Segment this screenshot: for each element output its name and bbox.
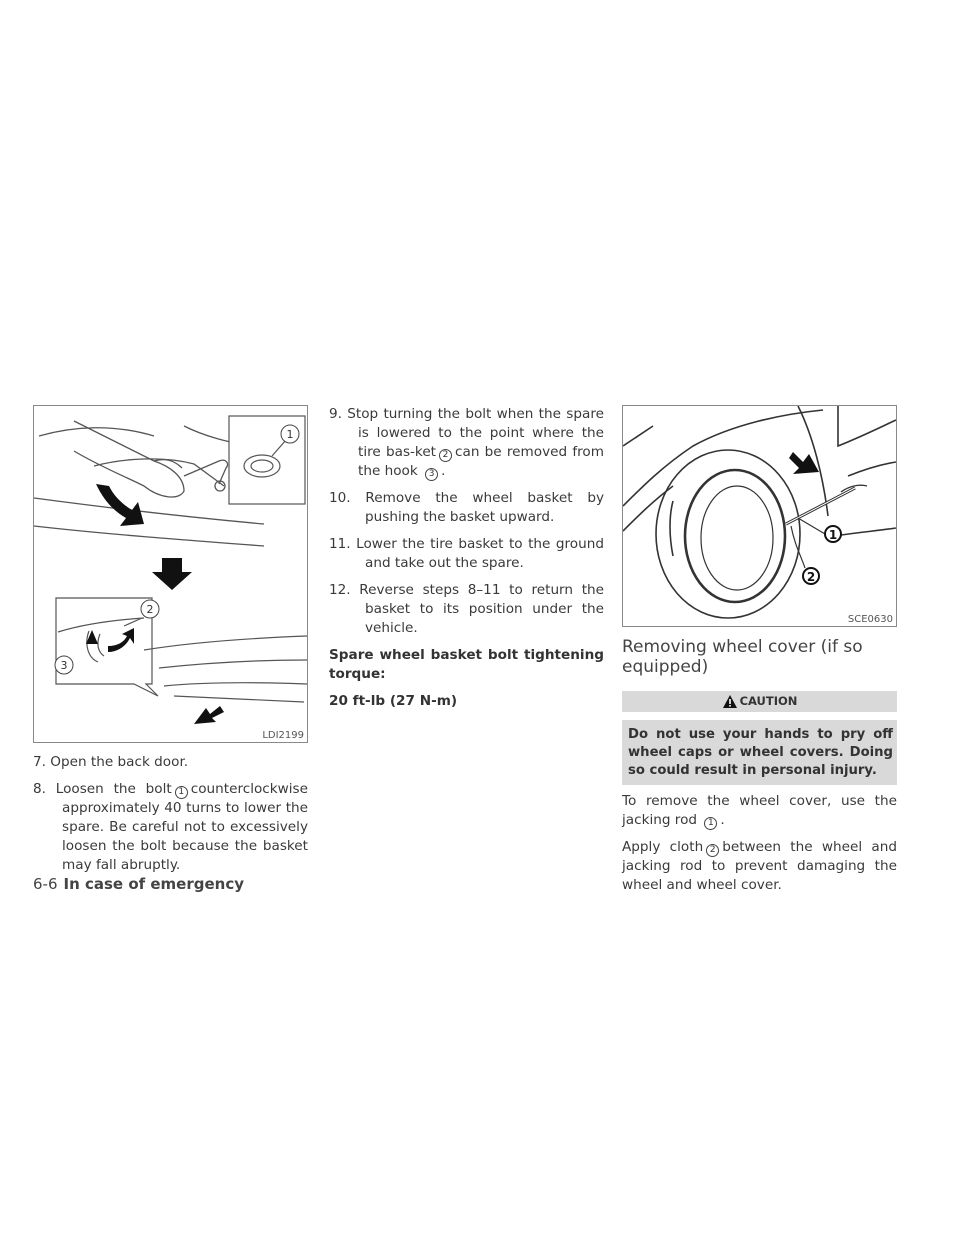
step-11: 11. Lower the tire basket to the ground and take out the spare. <box>329 536 604 571</box>
caution-header <box>622 691 897 712</box>
ref-circle-2: 2 <box>439 449 452 462</box>
middle-column <box>329 405 604 719</box>
warning-icon <box>722 694 738 709</box>
step-9-text-c: . <box>441 463 446 479</box>
callout-2: 2 <box>146 603 154 616</box>
footer-section-title: In case of emergency <box>63 875 245 893</box>
ref-circle-1: 1 <box>704 817 717 830</box>
callout-1: 1 <box>286 428 294 441</box>
page-number: 6-6 <box>33 875 58 893</box>
step-9-text-a: 9. Stop turning the bolt when the spare is lowered to the point where the tire bas-ket <box>329 406 604 460</box>
ref-circle-2: 2 <box>706 844 719 857</box>
figure-id: SCE0630 <box>847 614 893 625</box>
right-column <box>622 405 897 903</box>
left-column <box>33 405 308 883</box>
step-10: 10. Remove the wheel basket by pushing the basket upward. <box>329 490 604 525</box>
torque-heading: Spare wheel basket bolt tightening torque: <box>329 647 604 682</box>
illustration-wheel-cover <box>623 406 896 626</box>
step-12: 12. Reverse steps 8–11 to return the basket to its position under the vehicle. <box>329 582 604 636</box>
figure-wheel-cover <box>622 405 897 627</box>
callout-2: 2 <box>806 570 816 584</box>
para-2-text-b: between the wheel and jacking rod to prevent damaging the wheel and wheel cover. <box>622 839 897 893</box>
step-9 <box>329 405 604 481</box>
ref-circle-3: 3 <box>425 468 438 481</box>
caution-label: CAUTION <box>739 694 798 708</box>
caution-text: Do not use your hands to pry off wheel caps or wheel covers. Doing so could result in personal injury. <box>622 720 897 785</box>
para-1-text-b: . <box>720 812 725 828</box>
step-7: 7. Open the back door. <box>33 754 189 770</box>
para-2-text-a: Apply cloth <box>622 839 704 855</box>
paragraph-jacking-rod <box>622 792 897 830</box>
step-9-text-b: can be removed from the hook <box>358 444 604 479</box>
para-1-text-a: To remove the wheel cover, use the jacking rod <box>622 793 897 828</box>
figure-spare-bolt <box>33 405 308 743</box>
step-8-text-a: 8. Loosen the bolt <box>33 781 172 797</box>
callout-1: 1 <box>828 528 838 542</box>
section-title: Removing wheel cover (if so equipped) <box>622 637 863 677</box>
paragraph-apply-cloth <box>622 838 897 895</box>
step-8 <box>33 780 308 875</box>
figure-id: LDI2199 <box>262 730 304 741</box>
torque-value: 20 ft-lb (27 N-m) <box>329 693 458 709</box>
page-footer <box>33 875 244 893</box>
step-8-text-b: counterclockwise approximately 40 turns to lower the spare. Be careful not to excessively loosen the bolt because the basket may fall abruptly. <box>62 781 308 873</box>
callout-3: 3 <box>60 659 68 672</box>
ref-circle-1: 1 <box>175 786 188 799</box>
illustration-loosen-bolt <box>34 406 307 742</box>
